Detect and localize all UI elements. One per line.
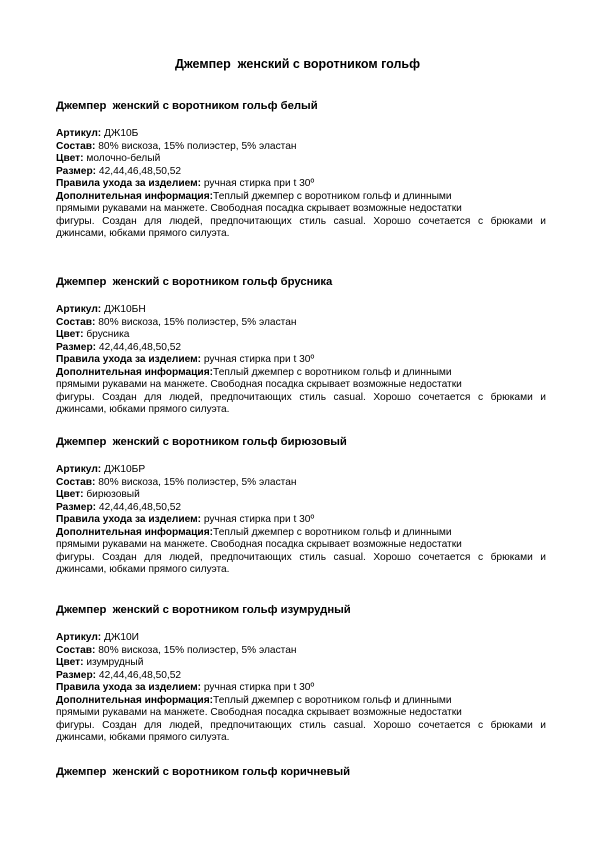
article-field [56, 128, 546, 141]
care-value: ручная стирка при t 30º [201, 354, 315, 365]
info-line: Теплый джемпер с воротником гольф и длинными [213, 694, 452, 706]
article-field [56, 304, 546, 317]
size-label: Размер: [56, 669, 97, 681]
info-line: фигуры. Создан для людей, предпочитающих стиль casual. Хорошо сочетается с брюками и [56, 719, 546, 731]
info-line: Теплый джемпер с воротником гольф и длинными [213, 526, 452, 538]
article-label: Артикул: [56, 464, 102, 475]
info-line: прямыми рукавами на манжете. Свободная посадка скрывает возможные недостатки [56, 539, 462, 550]
composition-label: Состав: [56, 644, 96, 656]
composition-field [56, 141, 546, 154]
product-title: Джемпер женский с воротником гольф изумрудный [56, 604, 351, 616]
composition-label: Состав: [56, 476, 96, 488]
care-label: Правила ухода за изделием: [56, 354, 202, 365]
product-section [56, 604, 546, 745]
info-label: Дополнительная информация: [56, 526, 214, 538]
product-fields [56, 632, 546, 745]
care-label: Правила ухода за изделием: [56, 682, 202, 693]
care-label: Правила ухода за изделием: [56, 514, 202, 525]
care-label: Правила ухода за изделием: [56, 178, 202, 189]
composition-field [56, 477, 546, 490]
info-line: фигуры. Создан для людей, предпочитающих стиль casual. Хорошо сочетается с брюками и [56, 391, 546, 403]
product-title: Джемпер женский с воротником гольф бирюзовый [56, 436, 347, 448]
color-value: бирюзовый [83, 489, 140, 500]
product-section [56, 276, 546, 417]
color-field [56, 657, 546, 670]
article-value: ДЖ10И [101, 632, 139, 643]
article-label: Артикул: [56, 304, 102, 315]
composition-label: Состав: [56, 316, 96, 328]
composition-field [56, 317, 546, 330]
info-line: джинсами, юбками прямого силуэта. [56, 404, 230, 415]
info-field [56, 695, 546, 708]
size-label: Размер: [56, 341, 97, 353]
product-fields [56, 304, 546, 417]
info-line: прямыми рукавами на манжете. Свободная посадка скрывает возможные недостатки [56, 379, 462, 390]
article-label: Артикул: [56, 128, 102, 139]
composition-value: 80% вискоза, 15% полиэстер, 5% эластан [95, 476, 297, 488]
color-value: изумрудный [83, 657, 144, 668]
info-line: джинсами, юбками прямого силуэта. [56, 564, 230, 575]
info-line: джинсами, юбками прямого силуэта. [56, 732, 230, 743]
color-label: Цвет: [56, 153, 84, 164]
color-label: Цвет: [56, 489, 84, 500]
size-field [56, 502, 546, 515]
color-field [56, 153, 546, 166]
info-line: Теплый джемпер с воротником гольф и длинными [213, 366, 452, 378]
article-value: ДЖ10БР [101, 464, 146, 475]
size-label: Размер: [56, 501, 97, 513]
composition-value: 80% вискоза, 15% полиэстер, 5% эластан [95, 644, 297, 656]
size-value: 42,44,46,48,50,52 [96, 669, 182, 681]
product-section [56, 436, 546, 577]
info-line: фигуры. Создан для людей, предпочитающих стиль casual. Хорошо сочетается с брюками и [56, 215, 546, 227]
article-label: Артикул: [56, 632, 102, 643]
info-field [56, 367, 546, 380]
composition-value: 80% вискоза, 15% полиэстер, 5% эластан [95, 140, 297, 152]
size-field [56, 166, 546, 179]
composition-label: Состав: [56, 140, 96, 152]
composition-field [56, 645, 546, 658]
composition-value: 80% вискоза, 15% полиэстер, 5% эластан [95, 316, 297, 328]
product-section [56, 766, 546, 779]
size-value: 42,44,46,48,50,52 [96, 341, 182, 353]
product-title: Джемпер женский с воротником гольф брусника [56, 276, 333, 288]
size-value: 42,44,46,48,50,52 [96, 501, 182, 513]
info-label: Дополнительная информация: [56, 694, 214, 706]
info-line: фигуры. Создан для людей, предпочитающих стиль casual. Хорошо сочетается с брюками и [56, 551, 546, 563]
color-field [56, 329, 546, 342]
info-line: джинсами, юбками прямого силуэта. [56, 228, 230, 239]
care-value: ручная стирка при t 30º [201, 178, 315, 189]
size-value: 42,44,46,48,50,52 [96, 165, 182, 177]
info-field [56, 527, 546, 540]
color-label: Цвет: [56, 329, 84, 340]
info-field [56, 191, 546, 204]
color-value: брусника [83, 329, 130, 340]
article-value: ДЖ10Б [101, 128, 139, 139]
article-field [56, 464, 546, 477]
care-field [56, 178, 546, 191]
color-field [56, 489, 546, 502]
color-value: молочно-белый [83, 153, 161, 164]
size-label: Размер: [56, 165, 97, 177]
size-field [56, 670, 546, 683]
product-title: Джемпер женский с воротником гольф коричневый [56, 766, 351, 778]
product-fields [56, 464, 546, 577]
document-title: Джемпер женский с воротником гольф [174, 57, 421, 71]
product-title: Джемпер женский с воротником гольф белый [56, 100, 318, 112]
care-value: ручная стирка при t 30º [201, 682, 315, 693]
info-line: прямыми рукавами на манжете. Свободная посадка скрывает возможные недостатки [56, 707, 462, 718]
product-section [56, 100, 546, 241]
info-line: прямыми рукавами на манжете. Свободная посадка скрывает возможные недостатки [56, 203, 462, 214]
care-field [56, 514, 546, 527]
info-line: Теплый джемпер с воротником гольф и длинными [213, 190, 452, 202]
info-label: Дополнительная информация: [56, 366, 214, 378]
info-label: Дополнительная информация: [56, 190, 214, 202]
care-field [56, 682, 546, 695]
product-fields [56, 128, 546, 241]
care-field [56, 354, 546, 367]
care-value: ручная стирка при t 30º [201, 514, 315, 525]
article-field [56, 632, 546, 645]
article-value: ДЖ10БН [101, 304, 146, 315]
color-label: Цвет: [56, 657, 84, 668]
size-field [56, 342, 546, 355]
